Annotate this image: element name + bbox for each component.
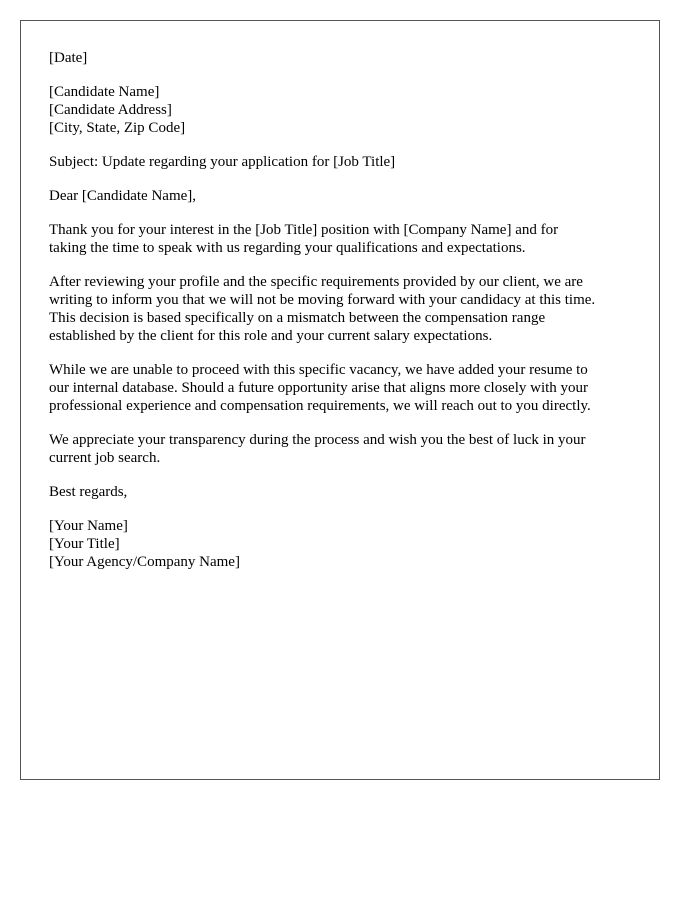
paragraph-line: writing to inform you that we will not be moving forward with your candidacy at this time. xyxy=(49,292,596,308)
signature-block xyxy=(49,517,631,571)
body-paragraph-3 xyxy=(49,361,631,415)
paragraph-line: This decision is based specifically on a mismatch between the compensation range xyxy=(49,310,546,326)
signature-company: [Your Agency/Company Name] xyxy=(49,554,240,570)
signature-title: [Your Title] xyxy=(49,536,120,552)
recipient-city-line: [City, State, Zip Code] xyxy=(49,120,186,136)
letter-date: [Date] xyxy=(49,50,88,66)
paragraph-line: After reviewing your profile and the specific requirements provided by our client, we are xyxy=(49,274,583,290)
greeting: Dear [Candidate Name], xyxy=(49,188,197,204)
paragraph-line: We appreciate your transparency during the process and wish you the best of luck in your xyxy=(49,432,586,448)
recipient-address-block xyxy=(49,83,631,137)
closing-block xyxy=(49,483,631,501)
recipient-address: [Candidate Address] xyxy=(49,102,172,118)
body-paragraph-4 xyxy=(49,431,631,467)
paragraph-line: established by the client for this role and your current salary expectations. xyxy=(49,328,493,344)
body-paragraph-1 xyxy=(49,221,631,257)
date-block xyxy=(49,49,631,67)
paragraph-line: professional experience and compensation requirements, we will reach out to you directly. xyxy=(49,398,591,414)
paragraph-line: taking the time to speak with us regarding your qualifications and expectations. xyxy=(49,240,526,256)
signature-name: [Your Name] xyxy=(49,518,128,534)
body-paragraph-2 xyxy=(49,273,631,345)
recipient-name: [Candidate Name] xyxy=(49,84,160,100)
paragraph-line: current job search. xyxy=(49,450,161,466)
paragraph-line: Thank you for your interest in the [Job Title] position with [Company Name] and for xyxy=(49,222,559,238)
subject-line: Subject: Update regarding your application for [Job Title] xyxy=(49,154,396,170)
letter-page xyxy=(20,20,660,780)
paragraph-line: our internal database. Should a future opportunity arise that aligns more closely with your xyxy=(49,380,589,396)
subject-block xyxy=(49,153,631,171)
paragraph-line: While we are unable to proceed with this specific vacancy, we have added your resume to xyxy=(49,362,588,378)
greeting-block xyxy=(49,187,631,205)
closing: Best regards, xyxy=(49,484,128,500)
